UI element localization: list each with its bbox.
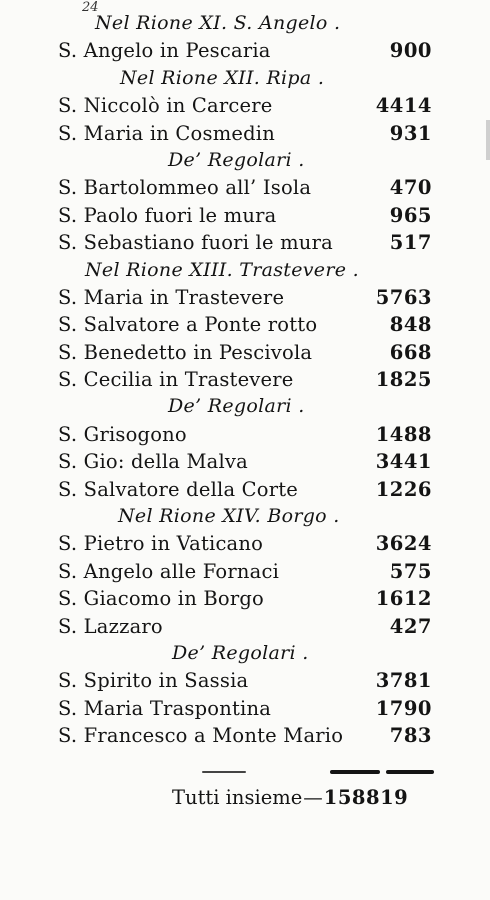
church-row <box>0 667 490 694</box>
short-rule <box>202 771 246 773</box>
church-row <box>0 311 490 338</box>
church-name: S. Benedetto in Pescivola <box>58 340 313 364</box>
population-value: 1226 <box>375 477 432 501</box>
church-row <box>0 339 490 366</box>
section-heading: Nel Rione XIV. Borgo . <box>118 505 340 528</box>
church-name: S. Spirito in Sassia <box>58 669 249 693</box>
population-value: 668 <box>389 340 432 364</box>
total-line <box>172 786 408 809</box>
population-value: 1790 <box>375 696 432 720</box>
church-name: S. Maria Traspontina <box>58 696 272 720</box>
church-row <box>0 530 490 557</box>
population-value: 3781 <box>375 669 432 693</box>
population-value: 4414 <box>375 94 432 118</box>
population-table <box>0 10 490 750</box>
population-value: 427 <box>389 614 432 638</box>
church-row <box>0 229 490 256</box>
section-heading: De’ Regolari . <box>168 148 305 171</box>
population-value: 783 <box>389 724 432 748</box>
church-row <box>0 284 490 311</box>
section-heading: Nel Rione XII. Ripa . <box>120 66 325 89</box>
population-value: 575 <box>389 559 432 583</box>
church-row <box>0 695 490 722</box>
population-value: 965 <box>389 203 432 227</box>
population-value: 1612 <box>375 587 432 611</box>
church-name: S. Cecilia in Trastevere <box>58 368 294 392</box>
population-value: 3624 <box>375 532 432 556</box>
sum-rule-right <box>386 770 434 774</box>
section-heading: De’ Regolari . <box>172 641 309 664</box>
church-row <box>0 120 490 147</box>
population-value: 1488 <box>375 422 432 446</box>
church-name: S. Angelo in Pescaria <box>58 39 271 63</box>
church-name: S. Niccolò in Carcere <box>58 94 273 118</box>
church-row <box>0 448 490 475</box>
population-value: 5763 <box>375 285 432 309</box>
population-value: 470 <box>389 176 432 200</box>
section-heading: Nel Rione XIII. Trastevere . <box>85 258 359 281</box>
church-row <box>0 476 490 503</box>
section-heading: De’ Regolari . <box>168 395 305 418</box>
population-value: 848 <box>389 313 432 337</box>
church-name: S. Grisogono <box>58 422 187 446</box>
church-name: S. Salvatore a Ponte rotto <box>58 313 318 337</box>
church-name: S. Pietro in Vaticano <box>58 532 264 556</box>
church-name: S. Maria in Cosmedin <box>58 121 276 145</box>
church-name: S. Sebastiano fuori le mura <box>58 231 333 255</box>
total-separator: — <box>303 786 323 809</box>
church-row <box>0 722 490 749</box>
church-name: S. Bartolommeo all’ Isola <box>58 176 312 200</box>
church-name: S. Gio: della Malva <box>58 450 248 474</box>
church-name: S. Giacomo in Borgo <box>58 587 264 611</box>
population-value: 3441 <box>375 450 432 474</box>
church-row <box>0 174 490 201</box>
church-name: S. Salvatore della Corte <box>58 477 299 501</box>
church-row <box>0 585 490 612</box>
church-row <box>0 202 490 229</box>
church-name: S. Maria in Trastevere <box>58 285 285 309</box>
total-rules <box>0 769 490 777</box>
page-number: 24 <box>82 0 99 15</box>
church-name: S. Lazzaro <box>58 614 163 638</box>
church-name: S. Angelo alle Fornaci <box>58 559 280 583</box>
population-value: 931 <box>389 121 432 145</box>
section-heading: Nel Rione XI. S. Angelo . <box>95 12 341 34</box>
total-value: 158819 <box>323 786 409 809</box>
sum-rule-left <box>330 770 380 774</box>
church-row <box>0 37 490 64</box>
church-row <box>0 421 490 448</box>
population-value: 900 <box>389 39 432 63</box>
total-label: Tutti insieme <box>172 786 303 809</box>
church-row <box>0 613 490 640</box>
population-value: 1825 <box>375 368 432 392</box>
church-row <box>0 366 490 393</box>
church-name: S. Paolo fuori le mura <box>58 203 277 227</box>
church-name: S. Francesco a Monte Mario <box>58 724 344 748</box>
population-value: 517 <box>389 231 432 255</box>
church-row <box>0 92 490 119</box>
church-row <box>0 558 490 585</box>
